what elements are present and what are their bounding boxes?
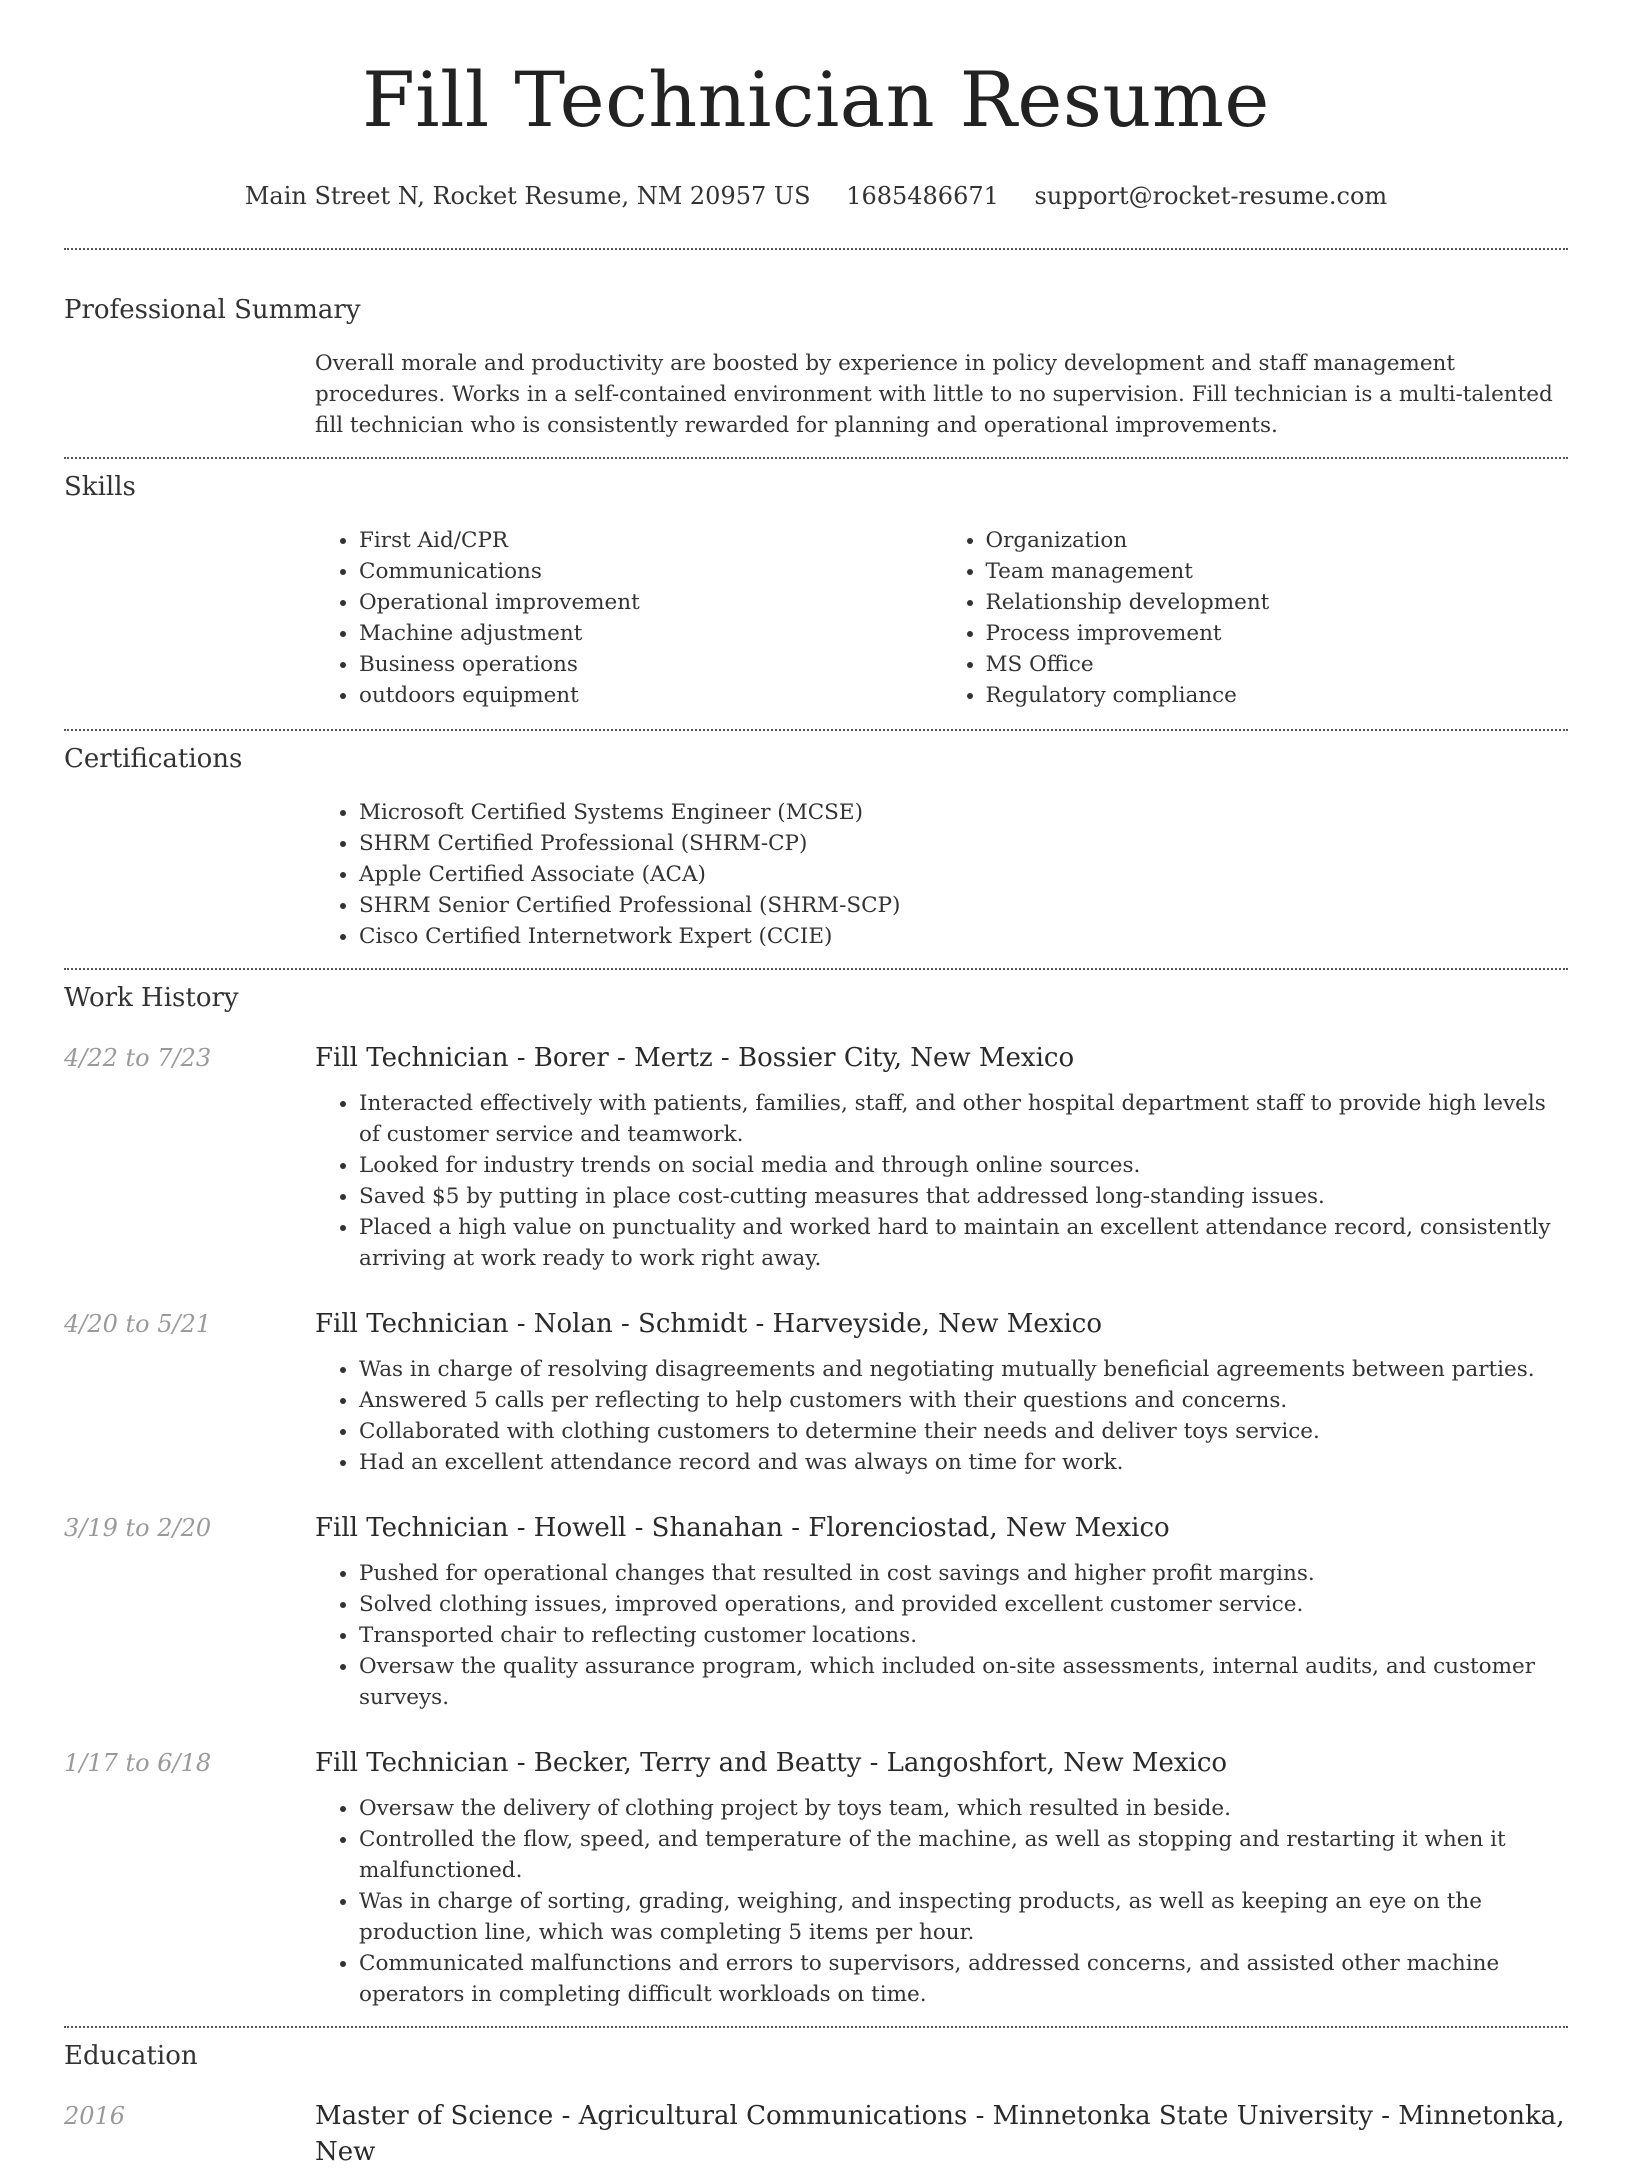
section-title-education: Education [64, 2041, 198, 2071]
contact-line [64, 180, 1568, 212]
phone-text: 1685486671 [846, 182, 999, 210]
list-item: • Interacted effectively with patients, families, staff, and other hospital department staff to provide high levels of customer service and teamwork. [359, 1088, 1568, 1150]
job-date: 3/19 to 2/20 [64, 1514, 212, 1542]
job-heading: Fill Technician - Howell - Shanahan - Florenciostad, New Mexico [315, 1513, 1170, 1543]
section-title-summary: Professional Summary [64, 295, 361, 325]
list-item: • Cisco Certified Internetwork Expert (CCIE) [359, 921, 1568, 952]
job-entry [64, 1040, 1568, 1274]
list-item: • Apple Certified Associate (ACA) [359, 859, 1568, 890]
list-item: • Organization [986, 525, 1569, 556]
email-text: support@rocket-resume.com [1034, 182, 1388, 210]
certifications-list [315, 797, 1568, 952]
list-item: • Microsoft Certified Systems Engineer (MCSE) [359, 797, 1568, 828]
list-item: • Looked for industry trends on social media and through online sources. [359, 1150, 1568, 1181]
job-bullets [315, 1558, 1568, 1713]
education-section [64, 2028, 1568, 2170]
list-item: • Team management [986, 556, 1569, 587]
certifications-section [64, 731, 1568, 968]
list-item: • Collaborated with clothing customers to determine their needs and deliver toys service. [359, 1416, 1568, 1447]
list-item: • Solved clothing issues, improved operations, and provided excellent customer service. [359, 1589, 1568, 1620]
list-item: • First Aid/CPR [359, 525, 942, 556]
list-item: • Business operations [359, 649, 942, 680]
job-bullets [315, 1354, 1568, 1478]
job-date: 4/20 to 5/21 [64, 1310, 212, 1338]
job-heading: Fill Technician - Borer - Mertz - Bossier City, New Mexico [315, 1043, 1075, 1073]
address-text: Main Street N, Rocket Resume, NM 20957 US [244, 182, 811, 210]
skills-list-left [315, 525, 942, 711]
list-item: • Was in charge of resolving disagreements and negotiating mutually beneficial agreements between parties. [359, 1354, 1568, 1385]
list-item: • Had an excellent attendance record and was always on time for work. [359, 1447, 1568, 1478]
job-bullets [315, 1793, 1568, 2010]
list-item: • Was in charge of sorting, grading, weighing, and inspecting products, as well as keeping an eye on the production line, which was completing 5 items per hour. [359, 1886, 1568, 1948]
job-heading: Fill Technician - Nolan - Schmidt - Harveyside, New Mexico [315, 1309, 1102, 1339]
job-entry [64, 1306, 1568, 1478]
education-entry [64, 2098, 1568, 2170]
summary-section [64, 250, 1568, 457]
job-date: 1/17 to 6/18 [64, 1749, 212, 1777]
section-title-skills: Skills [64, 472, 136, 502]
list-item: • Operational improvement [359, 587, 942, 618]
education-heading: Master of Science - Agricultural Communications - Minnetonka State University - Minnetonka, New [315, 2101, 1565, 2167]
section-title-certifications: Certifications [64, 744, 243, 774]
job-entry [64, 1745, 1568, 2010]
list-item: • Communicated malfunctions and errors to supervisors, addressed concerns, and assisted other machine operators in completing difficult workloads on time. [359, 1948, 1568, 2010]
list-item: • Answered 5 calls per reflecting to help customers with their questions and concerns. [359, 1385, 1568, 1416]
list-item: • Oversaw the delivery of clothing project by toys team, which resulted in beside. [359, 1793, 1568, 1824]
list-item: • Placed a high value on punctuality and worked hard to maintain an excellent attendance record, consistently arriving at work ready to work right away. [359, 1212, 1568, 1274]
list-item: • Saved $5 by putting in place cost-cutting measures that addressed long-standing issues. [359, 1181, 1568, 1212]
resume-page [64, 0, 1568, 2170]
list-item: • Communications [359, 556, 942, 587]
list-item: • SHRM Senior Certified Professional (SHRM-SCP) [359, 890, 1568, 921]
job-entry [64, 1510, 1568, 1713]
list-item: • Machine adjustment [359, 618, 942, 649]
education-date: 2016 [64, 2102, 126, 2130]
list-item: • Process improvement [986, 618, 1569, 649]
skills-section [64, 459, 1568, 729]
job-bullets [315, 1088, 1568, 1274]
list-item: • Controlled the flow, speed, and temperature of the machine, as well as stopping and restarting it when it malfunctioned. [359, 1824, 1568, 1886]
skills-columns [315, 525, 1568, 711]
list-item: • Regulatory compliance [986, 680, 1569, 711]
job-heading: Fill Technician - Becker, Terry and Beatty - Langoshfort, New Mexico [315, 1748, 1228, 1778]
list-item: • Relationship development [986, 587, 1569, 618]
work-history-section [64, 970, 1568, 2026]
section-title-work-history: Work History [64, 983, 239, 1013]
list-item: • Oversaw the quality assurance program, which included on-site assessments, internal audits, and customer surveys. [359, 1651, 1568, 1713]
list-item: • SHRM Certified Professional (SHRM-CP) [359, 828, 1568, 859]
resume-title: Fill Technician Resume [362, 55, 1270, 144]
job-date: 4/22 to 7/23 [64, 1044, 212, 1072]
summary-text: Overall morale and productivity are boosted by experience in policy development and staff management procedures. Works in a self-contained environment with little to no supervision. Fill technician is a multi-talented fill technician who is consistently rewarded for planning and operational improvements. [315, 351, 1553, 438]
list-item: • outdoors equipment [359, 680, 942, 711]
list-item: • Pushed for operational changes that resulted in cost savings and higher profit margins. [359, 1558, 1568, 1589]
list-item: • Transported chair to reflecting customer locations. [359, 1620, 1568, 1651]
skills-list-right [942, 525, 1569, 711]
list-item: • MS Office [986, 649, 1569, 680]
